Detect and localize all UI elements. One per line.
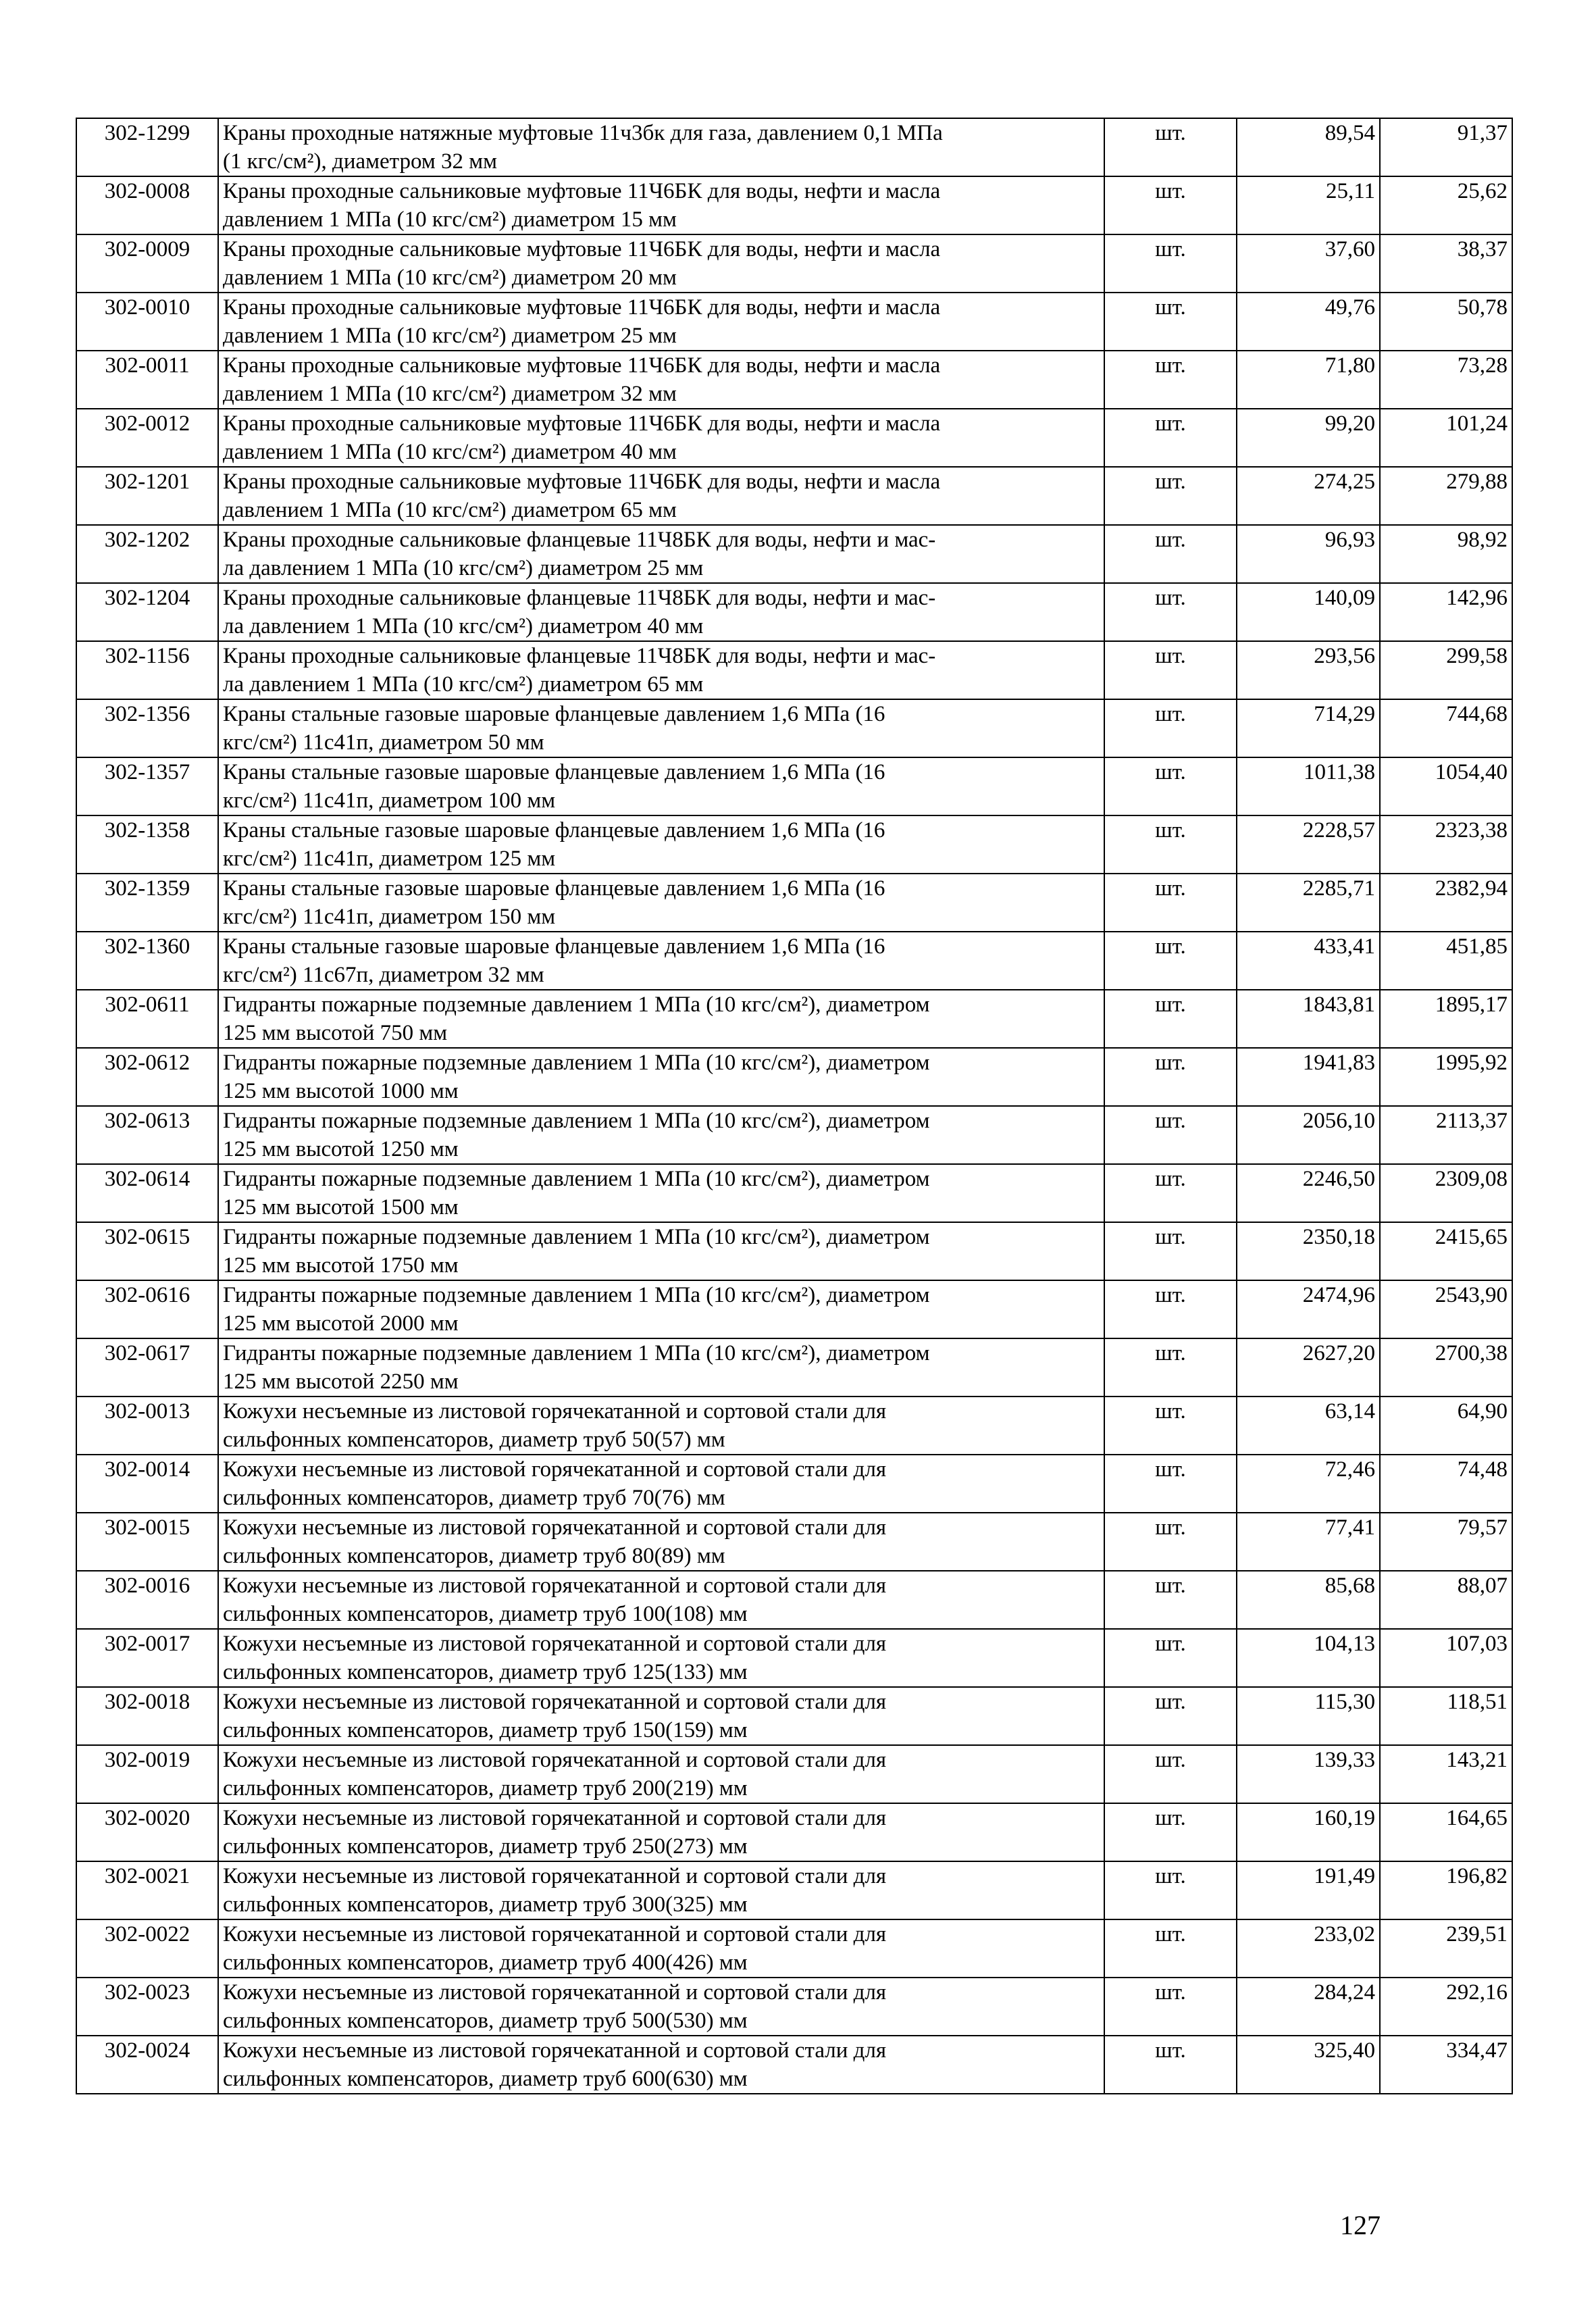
item-code-cell: 302-0614 bbox=[76, 1164, 218, 1222]
price-cell: 2627,20 bbox=[1237, 1338, 1380, 1397]
item-code-cell: 302-0015 bbox=[76, 1513, 218, 1571]
price-cell: 74,48 bbox=[1380, 1455, 1512, 1513]
description-cell: Кожухи несъемные из листовой горячекатанной и сортовой стали для сильфонных компенсаторов, диаметр труб 400(426) мм bbox=[218, 1919, 1104, 1978]
item-code-cell: 302-0016 bbox=[76, 1571, 218, 1629]
price-cell: 2350,18 bbox=[1237, 1222, 1380, 1280]
unit-cell: шт. bbox=[1104, 234, 1237, 293]
item-code-cell: 302-0021 bbox=[76, 1861, 218, 1919]
table-row bbox=[76, 2036, 1512, 2094]
unit-cell: шт. bbox=[1104, 1571, 1237, 1629]
item-code-cell: 302-1356 bbox=[76, 699, 218, 757]
item-code-cell: 302-0020 bbox=[76, 1803, 218, 1861]
unit-cell: шт. bbox=[1104, 2036, 1237, 2094]
price-cell: 334,47 bbox=[1380, 2036, 1512, 2094]
item-code-cell: 302-0612 bbox=[76, 1048, 218, 1106]
item-code-cell: 302-0616 bbox=[76, 1280, 218, 1338]
price-cell: 274,25 bbox=[1237, 467, 1380, 525]
item-code-cell: 302-1299 bbox=[76, 118, 218, 176]
price-cell: 1995,92 bbox=[1380, 1048, 1512, 1106]
item-code-cell: 302-0009 bbox=[76, 234, 218, 293]
price-cell: 293,56 bbox=[1237, 641, 1380, 699]
unit-cell: шт. bbox=[1104, 1048, 1237, 1106]
description-cell: Краны проходные сальниковые фланцевые 11Ч8БК для воды, нефти и мас- ла давлением 1 МПа (10 кгс/см²) диаметром 65 мм bbox=[218, 641, 1104, 699]
unit-cell: шт. bbox=[1104, 467, 1237, 525]
table-row bbox=[76, 351, 1512, 409]
table-row bbox=[76, 118, 1512, 176]
price-cell: 2056,10 bbox=[1237, 1106, 1380, 1164]
table-row bbox=[76, 1687, 1512, 1745]
table-row bbox=[76, 293, 1512, 351]
description-cell: Гидранты пожарные подземные давлением 1 МПа (10 кгс/см²), диаметром 125 мм высотой 2000 мм bbox=[218, 1280, 1104, 1338]
price-cell: 25,11 bbox=[1237, 176, 1380, 234]
item-code-cell: 302-0019 bbox=[76, 1745, 218, 1803]
item-code-cell: 302-0011 bbox=[76, 351, 218, 409]
price-cell: 2309,08 bbox=[1380, 1164, 1512, 1222]
item-code-cell: 302-1204 bbox=[76, 583, 218, 641]
unit-cell: шт. bbox=[1104, 1803, 1237, 1861]
table-row bbox=[76, 1164, 1512, 1222]
item-code-cell: 302-1201 bbox=[76, 467, 218, 525]
item-code-cell: 302-0018 bbox=[76, 1687, 218, 1745]
price-cell: 1895,17 bbox=[1380, 990, 1512, 1048]
unit-cell: шт. bbox=[1104, 1687, 1237, 1745]
price-cell: 2474,96 bbox=[1237, 1280, 1380, 1338]
unit-cell: шт. bbox=[1104, 1629, 1237, 1687]
unit-cell: шт. bbox=[1104, 293, 1237, 351]
description-cell: Гидранты пожарные подземные давлением 1 МПа (10 кгс/см²), диаметром 125 мм высотой 1500 мм bbox=[218, 1164, 1104, 1222]
price-cell: 25,62 bbox=[1380, 176, 1512, 234]
description-cell: Гидранты пожарные подземные давлением 1 МПа (10 кгс/см²), диаметром 125 мм высотой 2250 мм bbox=[218, 1338, 1104, 1397]
unit-cell: шт. bbox=[1104, 757, 1237, 815]
price-cell: 1843,81 bbox=[1237, 990, 1380, 1048]
description-cell: Краны проходные сальниковые муфтовые 11Ч6БК для воды, нефти и масла давлением 1 МПа (10 кгс/см²) диаметром 32 мм bbox=[218, 351, 1104, 409]
unit-cell: шт. bbox=[1104, 1455, 1237, 1513]
price-cell: 239,51 bbox=[1380, 1919, 1512, 1978]
item-code-cell: 302-0615 bbox=[76, 1222, 218, 1280]
price-cell: 118,51 bbox=[1380, 1687, 1512, 1745]
price-cell: 299,58 bbox=[1380, 641, 1512, 699]
price-cell: 2323,38 bbox=[1380, 815, 1512, 874]
unit-cell: шт. bbox=[1104, 525, 1237, 583]
price-cell: 77,41 bbox=[1237, 1513, 1380, 1571]
unit-cell: шт. bbox=[1104, 1397, 1237, 1455]
price-cell: 91,37 bbox=[1380, 118, 1512, 176]
table-row bbox=[76, 1397, 1512, 1455]
item-code-cell: 302-1359 bbox=[76, 874, 218, 932]
description-cell: Краны стальные газовые шаровые фланцевые давлением 1,6 МПа (16 кгс/см²) 11с41п, диаметром 100 мм bbox=[218, 757, 1104, 815]
unit-cell: шт. bbox=[1104, 641, 1237, 699]
table-row bbox=[76, 409, 1512, 467]
unit-cell: шт. bbox=[1104, 1861, 1237, 1919]
unit-cell: шт. bbox=[1104, 1164, 1237, 1222]
table-row bbox=[76, 234, 1512, 293]
unit-cell: шт. bbox=[1104, 932, 1237, 990]
item-code-cell: 302-1358 bbox=[76, 815, 218, 874]
page-number: 127 bbox=[1340, 2210, 1381, 2240]
table-row bbox=[76, 990, 1512, 1048]
description-cell: Кожухи несъемные из листовой горячекатанной и сортовой стали для сильфонных компенсаторов, диаметр труб 80(89) мм bbox=[218, 1513, 1104, 1571]
item-code-cell: 302-0024 bbox=[76, 2036, 218, 2094]
table-row bbox=[76, 932, 1512, 990]
unit-cell: шт. bbox=[1104, 1513, 1237, 1571]
item-code-cell: 302-0022 bbox=[76, 1919, 218, 1978]
price-cell: 88,07 bbox=[1380, 1571, 1512, 1629]
price-cell: 1054,40 bbox=[1380, 757, 1512, 815]
price-cell: 101,24 bbox=[1380, 409, 1512, 467]
table-row bbox=[76, 176, 1512, 234]
item-code-cell: 302-0008 bbox=[76, 176, 218, 234]
price-cell: 50,78 bbox=[1380, 293, 1512, 351]
price-cell: 38,37 bbox=[1380, 234, 1512, 293]
price-cell: 37,60 bbox=[1237, 234, 1380, 293]
description-cell: Краны стальные газовые шаровые фланцевые давлением 1,6 МПа (16 кгс/см²) 11с67п, диаметром 32 мм bbox=[218, 932, 1104, 990]
price-cell: 72,46 bbox=[1237, 1455, 1380, 1513]
table-row bbox=[76, 467, 1512, 525]
description-cell: Кожухи несъемные из листовой горячекатанной и сортовой стали для сильфонных компенсаторов, диаметр труб 200(219) мм bbox=[218, 1745, 1104, 1803]
price-cell: 139,33 bbox=[1237, 1745, 1380, 1803]
price-cell: 2113,37 bbox=[1380, 1106, 1512, 1164]
unit-cell: шт. bbox=[1104, 1978, 1237, 2036]
item-code-cell: 302-0023 bbox=[76, 1978, 218, 2036]
unit-cell: шт. bbox=[1104, 990, 1237, 1048]
price-cell: 279,88 bbox=[1380, 467, 1512, 525]
unit-cell: шт. bbox=[1104, 351, 1237, 409]
price-cell: 451,85 bbox=[1380, 932, 1512, 990]
unit-cell: шт. bbox=[1104, 1222, 1237, 1280]
price-cell: 89,54 bbox=[1237, 118, 1380, 176]
price-cell: 744,68 bbox=[1380, 699, 1512, 757]
price-cell: 107,03 bbox=[1380, 1629, 1512, 1687]
unit-cell: шт. bbox=[1104, 1338, 1237, 1397]
price-cell: 142,96 bbox=[1380, 583, 1512, 641]
price-cell: 2246,50 bbox=[1237, 1164, 1380, 1222]
item-code-cell: 302-1357 bbox=[76, 757, 218, 815]
table-row bbox=[76, 1745, 1512, 1803]
price-cell: 115,30 bbox=[1237, 1687, 1380, 1745]
item-code-cell: 302-1202 bbox=[76, 525, 218, 583]
description-cell: Кожухи несъемные из листовой горячекатанной и сортовой стали для сильфонных компенсаторов, диаметр труб 125(133) мм bbox=[218, 1629, 1104, 1687]
table-row bbox=[76, 699, 1512, 757]
description-cell: Гидранты пожарные подземные давлением 1 МПа (10 кгс/см²), диаметром 125 мм высотой 750 мм bbox=[218, 990, 1104, 1048]
unit-cell: шт. bbox=[1104, 118, 1237, 176]
item-code-cell: 302-0617 bbox=[76, 1338, 218, 1397]
item-code-cell: 302-0014 bbox=[76, 1455, 218, 1513]
description-cell: Гидранты пожарные подземные давлением 1 МПа (10 кгс/см²), диаметром 125 мм высотой 1750 мм bbox=[218, 1222, 1104, 1280]
unit-cell: шт. bbox=[1104, 583, 1237, 641]
description-cell: Краны стальные газовые шаровые фланцевые давлением 1,6 МПа (16 кгс/см²) 11с41п, диаметром 125 мм bbox=[218, 815, 1104, 874]
table-row bbox=[76, 1222, 1512, 1280]
unit-cell: шт. bbox=[1104, 1280, 1237, 1338]
description-cell: Кожухи несъемные из листовой горячекатанной и сортовой стали для сильфонных компенсаторов, диаметр труб 300(325) мм bbox=[218, 1861, 1104, 1919]
description-cell: Кожухи несъемные из листовой горячекатанной и сортовой стали для сильфонных компенсаторов, диаметр труб 100(108) мм bbox=[218, 1571, 1104, 1629]
price-cell: 73,28 bbox=[1380, 351, 1512, 409]
description-cell: Краны проходные сальниковые муфтовые 11Ч6БК для воды, нефти и масла давлением 1 МПа (10 кгс/см²) диаметром 25 мм bbox=[218, 293, 1104, 351]
price-cell: 104,13 bbox=[1237, 1629, 1380, 1687]
description-cell: Краны стальные газовые шаровые фланцевые давлением 1,6 МПа (16 кгс/см²) 11с41п, диаметром 50 мм bbox=[218, 699, 1104, 757]
price-cell: 49,76 bbox=[1237, 293, 1380, 351]
unit-cell: шт. bbox=[1104, 874, 1237, 932]
table-row bbox=[76, 1919, 1512, 1978]
item-code-cell: 302-1156 bbox=[76, 641, 218, 699]
price-cell: 2228,57 bbox=[1237, 815, 1380, 874]
description-cell: Кожухи несъемные из листовой горячекатанной и сортовой стали для сильфонных компенсаторов, диаметр труб 50(57) мм bbox=[218, 1397, 1104, 1455]
table-row bbox=[76, 1513, 1512, 1571]
price-cell: 714,29 bbox=[1237, 699, 1380, 757]
description-cell: Кожухи несъемные из листовой горячекатанной и сортовой стали для сильфонных компенсаторов, диаметр труб 600(630) мм bbox=[218, 2036, 1104, 2094]
description-cell: Кожухи несъемные из листовой горячекатанной и сортовой стали для сильфонных компенсаторов, диаметр труб 500(530) мм bbox=[218, 1978, 1104, 2036]
table-row bbox=[76, 1571, 1512, 1629]
item-code-cell: 302-0010 bbox=[76, 293, 218, 351]
unit-cell: шт. bbox=[1104, 699, 1237, 757]
item-code-cell: 302-0012 bbox=[76, 409, 218, 467]
description-cell: Гидранты пожарные подземные давлением 1 МПа (10 кгс/см²), диаметром 125 мм высотой 1000 мм bbox=[218, 1048, 1104, 1106]
price-cell: 2415,65 bbox=[1380, 1222, 1512, 1280]
price-table-body bbox=[76, 118, 1512, 2094]
table-row bbox=[76, 1106, 1512, 1164]
table-row bbox=[76, 1048, 1512, 1106]
price-cell: 196,82 bbox=[1380, 1861, 1512, 1919]
table-row bbox=[76, 874, 1512, 932]
table-row bbox=[76, 1861, 1512, 1919]
price-cell: 433,41 bbox=[1237, 932, 1380, 990]
table-row bbox=[76, 1455, 1512, 1513]
item-code-cell: 302-1360 bbox=[76, 932, 218, 990]
unit-cell: шт. bbox=[1104, 176, 1237, 234]
price-cell: 2543,90 bbox=[1380, 1280, 1512, 1338]
price-cell: 96,93 bbox=[1237, 525, 1380, 583]
price-cell: 98,92 bbox=[1380, 525, 1512, 583]
table-row bbox=[76, 525, 1512, 583]
description-cell: Краны проходные сальниковые фланцевые 11Ч8БК для воды, нефти и мас- ла давлением 1 МПа (10 кгс/см²) диаметром 25 мм bbox=[218, 525, 1104, 583]
price-cell: 292,16 bbox=[1380, 1978, 1512, 2036]
price-cell: 64,90 bbox=[1380, 1397, 1512, 1455]
table-row bbox=[76, 1338, 1512, 1397]
price-cell: 160,19 bbox=[1237, 1803, 1380, 1861]
price-cell: 1011,38 bbox=[1237, 757, 1380, 815]
table-row bbox=[76, 757, 1512, 815]
price-cell: 85,68 bbox=[1237, 1571, 1380, 1629]
table-row bbox=[76, 1280, 1512, 1338]
price-cell: 325,40 bbox=[1237, 2036, 1380, 2094]
price-cell: 1941,83 bbox=[1237, 1048, 1380, 1106]
description-cell: Кожухи несъемные из листовой горячекатанной и сортовой стали для сильфонных компенсаторов, диаметр труб 150(159) мм bbox=[218, 1687, 1104, 1745]
description-cell: Краны стальные газовые шаровые фланцевые давлением 1,6 МПа (16 кгс/см²) 11с41п, диаметром 150 мм bbox=[218, 874, 1104, 932]
price-cell: 191,49 bbox=[1237, 1861, 1380, 1919]
table-row bbox=[76, 583, 1512, 641]
unit-cell: шт. bbox=[1104, 815, 1237, 874]
price-cell: 2700,38 bbox=[1380, 1338, 1512, 1397]
price-cell: 71,80 bbox=[1237, 351, 1380, 409]
item-code-cell: 302-0017 bbox=[76, 1629, 218, 1687]
description-cell: Краны проходные сальниковые фланцевые 11Ч8БК для воды, нефти и мас- ла давлением 1 МПа (10 кгс/см²) диаметром 40 мм bbox=[218, 583, 1104, 641]
price-cell: 99,20 bbox=[1237, 409, 1380, 467]
price-cell: 233,02 bbox=[1237, 1919, 1380, 1978]
description-cell: Гидранты пожарные подземные давлением 1 МПа (10 кгс/см²), диаметром 125 мм высотой 1250 мм bbox=[218, 1106, 1104, 1164]
table-row bbox=[76, 641, 1512, 699]
price-cell: 63,14 bbox=[1237, 1397, 1380, 1455]
table-row bbox=[76, 1629, 1512, 1687]
unit-cell: шт. bbox=[1104, 1745, 1237, 1803]
price-cell: 284,24 bbox=[1237, 1978, 1380, 2036]
unit-cell: шт. bbox=[1104, 409, 1237, 467]
price-cell: 79,57 bbox=[1380, 1513, 1512, 1571]
description-cell: Краны проходные натяжные муфтовые 11ч3бк для газа, давлением 0,1 МПа (1 кгс/см²), диаметром 32 мм bbox=[218, 118, 1104, 176]
item-code-cell: 302-0611 bbox=[76, 990, 218, 1048]
description-cell: Кожухи несъемные из листовой горячекатанной и сортовой стали для сильфонных компенсаторов, диаметр труб 70(76) мм bbox=[218, 1455, 1104, 1513]
price-cell: 140,09 bbox=[1237, 583, 1380, 641]
unit-cell: шт. bbox=[1104, 1919, 1237, 1978]
description-cell: Краны проходные сальниковые муфтовые 11Ч6БК для воды, нефти и масла давлением 1 МПа (10 кгс/см²) диаметром 65 мм bbox=[218, 467, 1104, 525]
price-cell: 2382,94 bbox=[1380, 874, 1512, 932]
price-cell: 2285,71 bbox=[1237, 874, 1380, 932]
price-cell: 164,65 bbox=[1380, 1803, 1512, 1861]
item-code-cell: 302-0613 bbox=[76, 1106, 218, 1164]
table-row bbox=[76, 815, 1512, 874]
price-table bbox=[76, 118, 1513, 2094]
description-cell: Кожухи несъемные из листовой горячекатанной и сортовой стали для сильфонных компенсаторов, диаметр труб 250(273) мм bbox=[218, 1803, 1104, 1861]
description-cell: Краны проходные сальниковые муфтовые 11Ч6БК для воды, нефти и масла давлением 1 МПа (10 кгс/см²) диаметром 15 мм bbox=[218, 176, 1104, 234]
table-row bbox=[76, 1978, 1512, 2036]
description-cell: Краны проходные сальниковые муфтовые 11Ч6БК для воды, нефти и масла давлением 1 МПа (10 кгс/см²) диаметром 20 мм bbox=[218, 234, 1104, 293]
table-row bbox=[76, 1803, 1512, 1861]
unit-cell: шт. bbox=[1104, 1106, 1237, 1164]
description-cell: Краны проходные сальниковые муфтовые 11Ч6БК для воды, нефти и масла давлением 1 МПа (10 кгс/см²) диаметром 40 мм bbox=[218, 409, 1104, 467]
price-cell: 143,21 bbox=[1380, 1745, 1512, 1803]
item-code-cell: 302-0013 bbox=[76, 1397, 218, 1455]
